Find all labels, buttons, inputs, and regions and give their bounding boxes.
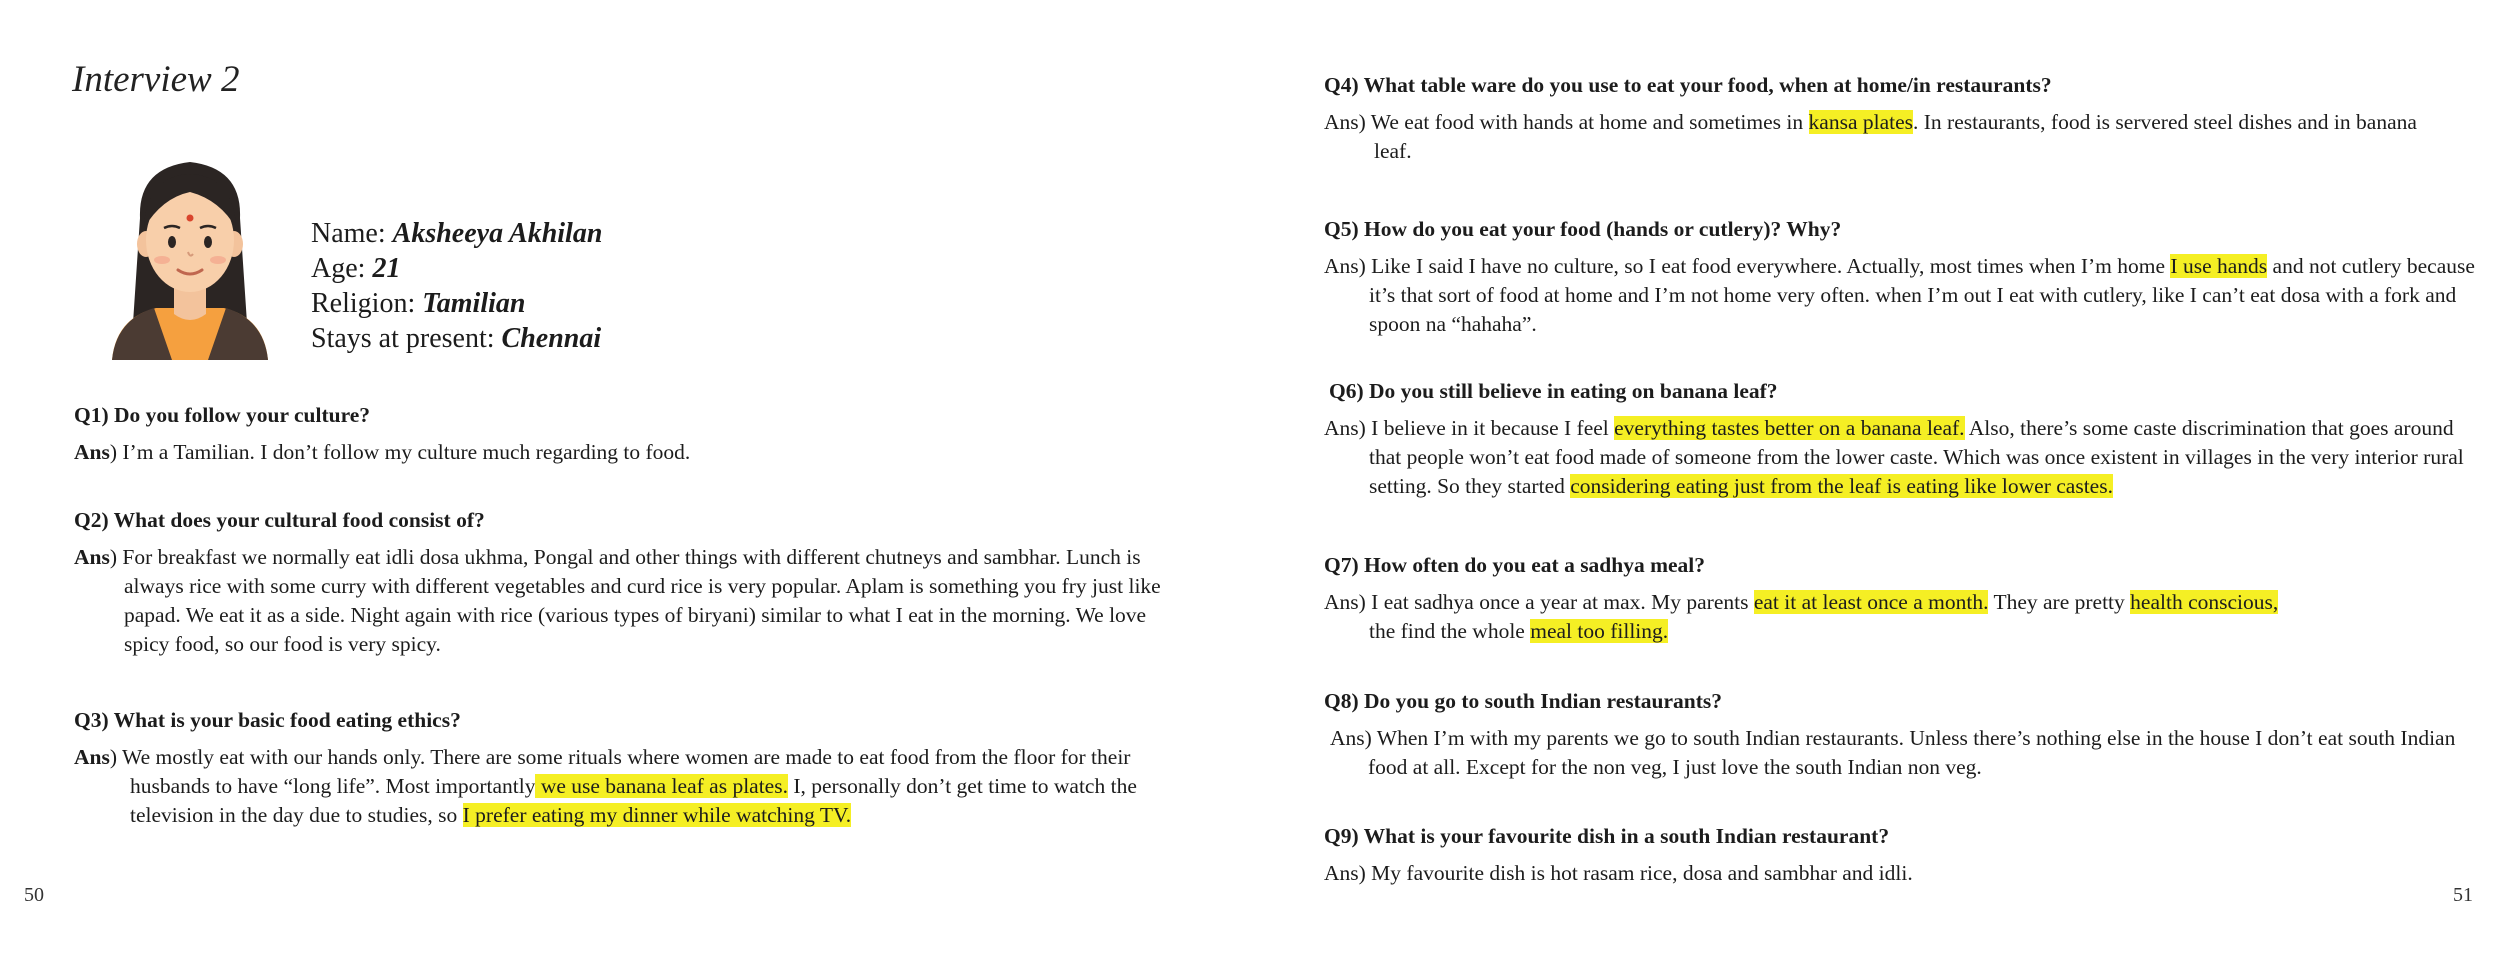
answer: Ans) I eat sadhya once a year at max. My parents eat it at least once a month. They are pretty health conscious, the find the whole meal too filling. <box>1324 590 2279 643</box>
right-page <box>1250 0 2500 956</box>
stays-label: Stays at present: <box>311 323 495 354</box>
answer: Ans) We eat food with hands at home and sometimes in kansa plates. In restaurants, food is servered steel dishes and in banana leaf. <box>1324 110 2417 163</box>
interview-title: Interview 2 <box>72 59 240 100</box>
answer: Ans) I believe in it because I feel everything tastes better on a banana leaf. Also, there’s some caste discrimination that goes around that people won’t eat food made of someone from the lower caste. Which was once existent in villages in the very interior rural setting. So they started considering eating just from the leaf is eating like lower castes. <box>1324 416 2464 498</box>
qa-q3 <box>74 706 1154 830</box>
qa-q9 <box>1324 822 2484 888</box>
highlight: I prefer eating my dinner while watching TV. <box>462 803 852 827</box>
question: Q1) Do you follow your culture? <box>74 403 371 427</box>
question: Q3) What is your basic food eating ethics? <box>74 708 461 732</box>
highlight: health conscious, <box>2130 590 2279 614</box>
question: Q9) What is your favourite dish in a south Indian restaurant? <box>1324 824 1890 848</box>
question: Q7) How often do you eat a sadhya meal? <box>1324 553 1706 577</box>
question: Q6) Do you still believe in eating on banana leaf? <box>1329 379 1778 403</box>
age-label: Age: <box>311 253 366 284</box>
question: Q8) Do you go to south Indian restaurants? <box>1324 689 1723 713</box>
highlight: considering eating just from the leaf is eating like lower castes. <box>1570 474 2113 498</box>
qa-q7 <box>1324 551 2484 646</box>
question: Q5) How do you eat your food (hands or cutlery)? Why? <box>1324 217 1842 241</box>
highlight: eat it at least once a month. <box>1753 590 1989 614</box>
age-value: 21 <box>372 253 401 284</box>
religion-label: Religion: <box>311 288 416 319</box>
qa-q2 <box>74 506 1184 659</box>
profile-age <box>311 251 602 286</box>
highlight: I use hands <box>2170 254 2268 278</box>
page-number: 51 <box>2453 884 2473 906</box>
profile-block <box>311 216 602 356</box>
answer: Ans) When I’m with my parents we go to south Indian restaurants. Unless there’s nothing else in the house I don’t eat south Indian food at all. Except for the non veg, I just love the south Indian non veg. <box>1330 726 2456 779</box>
answer: Ans) We mostly eat with our hands only. There are some rituals where women are made to eat food from the floor for their husbands to have “long life”. Most importantly we use banana leaf as plates. I, personally don’t get time to watch the television in the day due to studies, so I prefer eating my dinner while watching TV. <box>74 745 1137 827</box>
qa-q5 <box>1324 215 2484 339</box>
answer: Ans) I’m a Tamilian. I don’t follow my culture much regarding to food. <box>74 440 691 464</box>
qa-q8 <box>1324 687 2484 782</box>
question: Q4) What table ware do you use to eat your food, when at home/in restaurants? <box>1324 73 2052 97</box>
answer: Ans) Like I said I have no culture, so I eat food everywhere. Actually, most times when I’m home I use hands and not cutlery because it’s that sort of food at home and I’m not home very often. when I’m out I eat with cutlery, like I can’t eat dosa with a fork and spoon na “hahaha”. <box>1324 254 2475 336</box>
question: Q2) What does your cultural food consist of? <box>74 508 485 532</box>
qa-q6 <box>1324 377 2484 501</box>
highlight: meal too filling. <box>1530 619 1669 643</box>
profile-name <box>311 216 602 251</box>
profile-religion <box>311 286 602 321</box>
highlight: everything tastes better on a banana leaf. <box>1614 416 1965 440</box>
answer: Ans) My favourite dish is hot rasam rice, dosa and sambhar and idli. <box>1324 861 1913 885</box>
qa-q1 <box>74 401 1184 467</box>
qa-q4 <box>1324 71 2454 166</box>
stays-value: Chennai <box>501 323 602 354</box>
interviewee-avatar <box>98 148 282 360</box>
answer: Ans) For breakfast we normally eat idli dosa ukhma, Pongal and other things with different chutneys and sambhar. Lunch is always rice with some curry with different vegetables and curd rice is very popular. Aplam is something you fry just like papad. We eat it as a side. Night again with rice (various types of biryani) similar to what I eat in the morning. We love spicy food, so our food is very spicy. <box>74 545 1161 656</box>
religion-value: Tamilian <box>422 288 526 319</box>
name-value: Aksheeya Akhilan <box>392 218 603 249</box>
name-label: Name: <box>311 218 386 249</box>
profile-stays <box>311 321 602 356</box>
highlight: we use banana leaf as plates. <box>535 774 788 798</box>
highlight: kansa plates <box>1808 110 1914 134</box>
page-number: 50 <box>24 884 44 906</box>
